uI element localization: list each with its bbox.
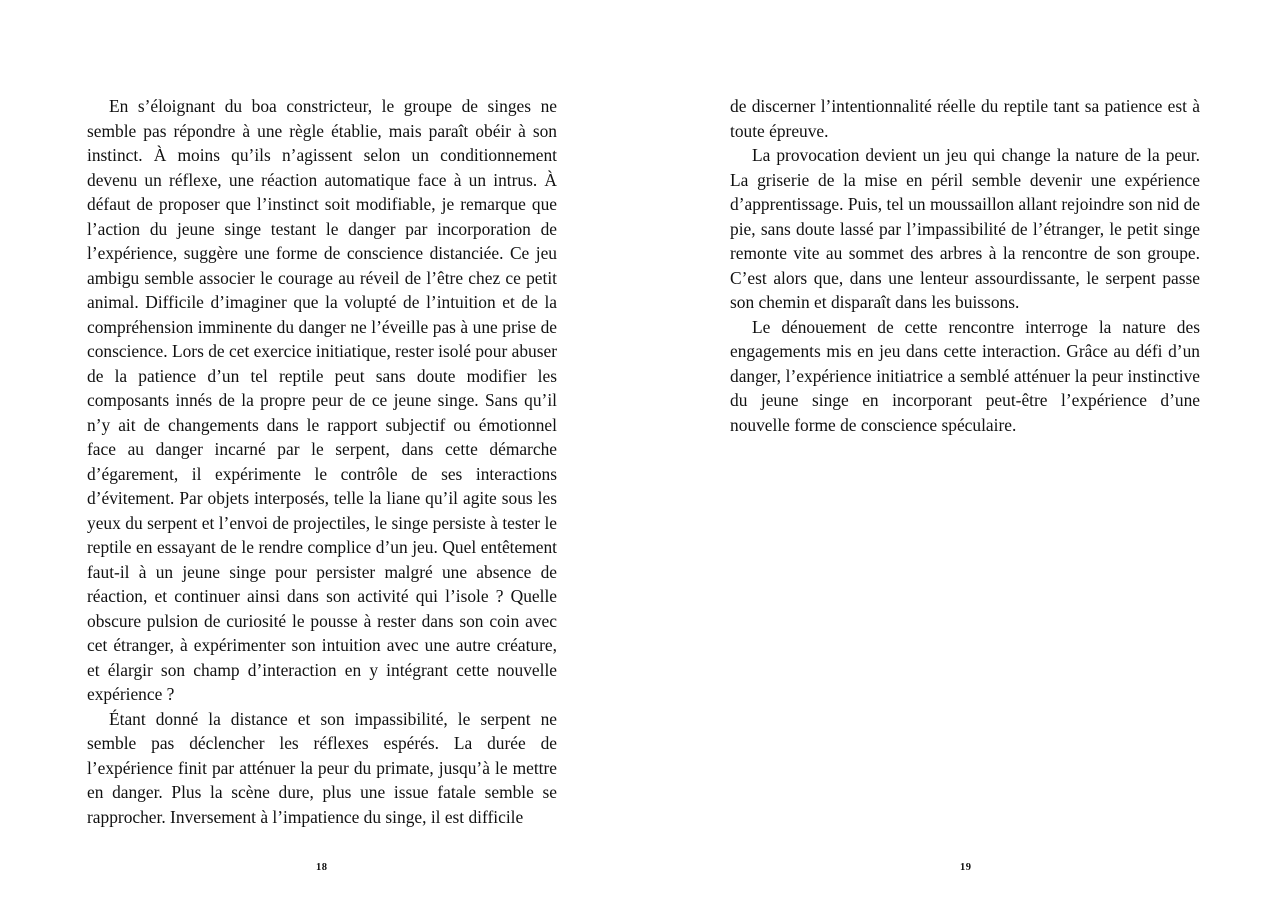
paragraph: En s’éloignant du boa constricteur, le groupe de singes ne semble pas répondre à une règle établie, mais paraît obéir à son instinct. À moins qu’ils n’agissent selon un conditionnement devenu un réflexe, une réaction automatique face à un intrus. À défaut de proposer que l’instinct soit modifiable, je remarque que l’action du jeune singe testant le danger par incorporation de l’expérience, suggère une forme de conscience distanciée. Ce jeu ambigu semble associer le courage au réveil de l’être chez ce petit animal. Difficile d’imaginer que la volupté de l’intuition et de la compréhension imminente du danger ne l’éveille pas à une prise de conscience. Lors de cet exercice initiatique, rester isolé pour abuser de la patience d’un tel reptile peut sans doute modifier les composants innés de la propre peur de ce jeune singe. Sans qu’il n’y ait de changements dans le rapport subjectif ou émotionnel face au danger incarné par le serpent, dans cette démarche d’égarement, il expérimente le contrôle de ses interactions d’évitement. Par objets interposés, telle la liane qu’il agite sous les yeux du serpent et l’envoi de projectiles, le singe persiste à tester le reptile en essayant de le rendre complice d’un jeu. Quel entêtement faut-il à un jeune singe pour persister malgré une absence de réaction, et continuer ainsi dans son activité qui l’isole ? Quelle obscure pulsion de curiosité le pousse à rester dans son coin avec cet étranger, à expérimenter son intuition avec une autre créature, et élargir son champ d’interaction en y intégrant cette nouvelle expérience ? (87, 96, 557, 704)
right-page (643, 0, 1286, 912)
right-page-text (730, 94, 1200, 437)
paragraph: Étant donné la distance et son impassibilité, le serpent ne semble pas déclencher les réflexes espérés. La durée de l’expérience finit par atténuer la peur du primate, jusqu’à le mettre en danger. Plus la scène dure, plus une issue fatale semble se rapprocher. Inversement à l’impatience du singe, il est difficile (87, 708, 557, 827)
page-number-left: 18 (316, 862, 328, 873)
paragraph: Le dénouement de cette rencontre interroge la nature des engagements mis en jeu dans cette interaction. Grâce au défi d’un danger, l’expérience initiatrice a semblé atténuer la peur instinctive du jeune singe en incorporant peut-être l’expérience d’une nouvelle forme de conscience spéculaire. (730, 316, 1200, 435)
paragraph: La provocation devient un jeu qui change la nature de la peur. La griserie de la mise en péril semble devenir une expérience d’apprentissage. Puis, tel un moussaillon allant rejoindre son nid de pie, sans doute lassé par l’impassibilité de l’étranger, le petit singe remonte vite au sommet des arbres à la rencontre de son groupe. C’est alors que, dans une lenteur assourdissante, le serpent passe son chemin et disparaît dans les buissons. (730, 145, 1200, 312)
paragraph-continuation: de discerner l’intentionnalité réelle du reptile tant sa patience est à toute épreuve. (730, 96, 1200, 141)
left-page-text (87, 94, 557, 829)
page-number-right: 19 (960, 862, 972, 873)
